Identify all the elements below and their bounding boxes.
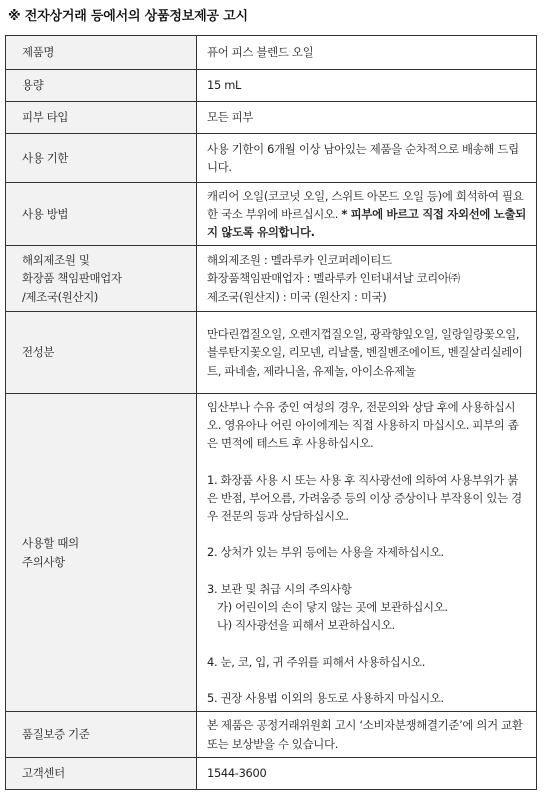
table-row <box>6 394 537 712</box>
label-manufacturer <box>6 246 197 312</box>
cautions-item-5: 5. 권장 사용법 이외의 용도로 사용하지 마십시오. <box>207 690 444 705</box>
label-cautions <box>6 394 197 712</box>
cautions-item-3b: 나) 직사광선을 피해서 보관하십시오. <box>217 618 395 633</box>
value-cautions <box>197 394 537 712</box>
table-row <box>6 36 537 70</box>
value-skin-type: 모든 피부 <box>197 102 537 134</box>
label-expiry: 사용 기한 <box>6 134 197 183</box>
product-info-table <box>5 35 537 790</box>
label-quality: 품질보증 기준 <box>6 712 197 758</box>
label-ingredients: 전성분 <box>6 312 197 394</box>
table-row <box>6 246 537 312</box>
value-expiry: 사용 기한이 6개월 이상 남아있는 제품을 순차적으로 배송해 드립니다. <box>197 134 537 183</box>
cautions-item-3: 3. 보관 및 취급 시의 주의사항 <box>207 581 352 596</box>
manufacturer-line1: 해외제조원 : 멜라루카 인코퍼레이티드 <box>207 253 392 268</box>
cautions-item-2: 2. 상처가 있는 부위 등에는 사용을 자제하십시오. <box>207 545 444 560</box>
value-quality: 본 제품은 공정거래위원회 고시 ‘소비자분쟁해결기준’에 의거 교환 또는 보상받을 수 있습니다. <box>197 712 537 758</box>
table-row <box>6 758 537 790</box>
label-volume: 용량 <box>6 70 197 102</box>
label-manufacturer-line3: /제조국(원산지) <box>22 289 99 304</box>
label-customer-center: 고객센터 <box>6 758 197 790</box>
label-cautions-line1: 사용할 때의 <box>22 536 79 551</box>
cautions-item-4: 4. 눈, 코, 입, 귀 주위를 피해서 사용하십시오. <box>207 654 426 669</box>
label-product-name: 제품명 <box>6 36 197 70</box>
label-usage: 사용 방법 <box>6 183 197 246</box>
usage-warning: * 피부에 바르고 직접 자외선에 노출되지 않도록 유의합니다. <box>207 206 526 240</box>
manufacturer-line2: 화장품책임판매업자 : 멜라루카 인터내셔날 코리아㈜ <box>207 271 460 286</box>
table-row <box>6 183 537 246</box>
label-skin-type: 피부 타입 <box>6 102 197 134</box>
value-manufacturer <box>197 246 537 312</box>
label-manufacturer-line1: 해외제조원 및 <box>22 253 90 268</box>
usage-text: 캐리어 오일(코코넛 오일, 스위트 아몬드 오일 등)에 희석하여 필요한 국소 부위에 바르십시오. <box>207 188 524 221</box>
page-title: ※ 전자상거래 등에서의 상품정보제공 고시 <box>8 9 248 24</box>
cautions-item-3a: 가) 어린이의 손이 닿지 않는 곳에 보관하십시오. <box>217 600 448 614</box>
value-ingredients: 만다린껍질오일, 오렌지껍질오일, 광곽향잎오일, 일랑일랑꽃오일, 블루탄지꽃오일, 리모넨, 리날룰, 벤질벤조에이트, 벤질살리실레이트, 파네솔, 제라니올, 유제놀, 아이소유제놀 <box>197 312 537 394</box>
value-usage <box>197 183 537 246</box>
label-cautions-line2: 주의사항 <box>22 554 65 569</box>
table-row <box>6 102 537 134</box>
table-row <box>6 712 537 758</box>
cautions-item-1: 1. 화장품 사용 시 또는 사용 후 직사광선에 의하여 사용부위가 붉은 반점, 부어오름, 가려움증 등의 이상 증상이나 부작용이 있는 경우 전문의 등과 상담하십시오. <box>207 472 522 524</box>
cautions-intro: 임산부나 수유 중인 여성의 경우, 전문의와 상담 후에 사용하십시오. 영유아나 어린 아이에게는 직접 사용하지 마십시오. 피부의 좁은 면적에 테스트 후 사용하십시오. <box>207 399 519 451</box>
table-row <box>6 70 537 102</box>
manufacturer-line3: 제조국(원산지) : 미국 (원산지 : 미국) <box>207 289 387 304</box>
value-customer-center: 1544-3600 <box>197 758 537 790</box>
value-product-name: 퓨어 피스 블렌드 오일 <box>197 36 537 70</box>
table-row <box>6 312 537 394</box>
table-row <box>6 134 537 183</box>
label-manufacturer-line2: 화장품 책임판매업자 <box>22 271 122 286</box>
value-volume: 15 mL <box>197 70 537 102</box>
